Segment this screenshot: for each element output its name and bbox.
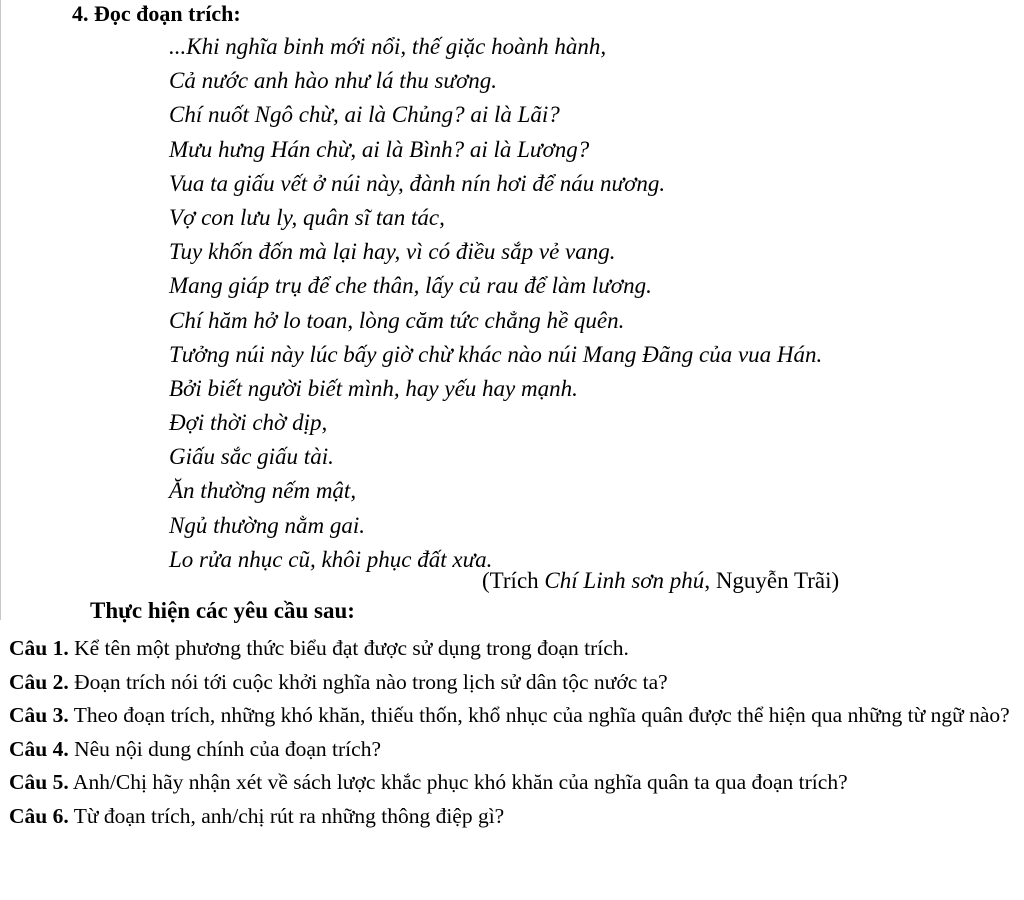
poem-line: Đợi thời chờ dịp, (169, 410, 328, 436)
question-label: Câu 5. (9, 770, 69, 795)
question-text: Anh/Chị hãy nhận xét về sách lược khắc phục khó khăn của nghĩa quân ta qua đoạn trích? (68, 770, 848, 795)
task-heading: Thực hiện các yêu cầu sau: (90, 598, 355, 623)
question-6 (9, 800, 1019, 834)
question-1 (9, 632, 1019, 666)
poem-line: Ăn thường nếm mật, (169, 478, 357, 504)
poem-line: Vợ con lưu ly, quân sĩ tan tác, (169, 204, 445, 230)
poem-line: Tưởng núi này lúc bấy giờ chừ khác nào núi Mang Đãng của vua Hán. (169, 341, 823, 367)
citation-prefix: (Trích (482, 568, 545, 593)
citation-suffix: , Nguyễn Trãi) (704, 568, 840, 593)
question-text: Nêu nội dung chính của đoạn trích? (68, 736, 381, 761)
poem-excerpt (169, 30, 822, 577)
citation (482, 565, 839, 597)
poem-line: Giấu sắc giấu tài. (169, 444, 334, 470)
poem-line: Vua ta giấu vết ở núi này, đành nín hơi để náu nương. (169, 170, 666, 196)
question-label: Câu 1. (9, 636, 69, 660)
question-5 (9, 766, 1019, 800)
question-4 (9, 733, 1019, 767)
section-title: 4. Đọc đoạn trích: (72, 1, 241, 26)
question-2 (9, 666, 1019, 700)
poem-line: Ngủ thường nằm gai. (169, 512, 366, 538)
poem-line: Chí hăm hở lo toan, lòng căm tức chẳng hề quên. (169, 307, 625, 333)
poem-line: Cả nước anh hào như lá thu sương. (169, 68, 497, 94)
question-label: Câu 6. (9, 803, 69, 828)
poem-line: Lo rửa nhục cũ, khôi phục đất xưa. (169, 546, 493, 572)
poem-line: Tuy khốn đốn mà lại hay, vì có điều sắp vẻ vang. (169, 239, 616, 265)
poem-line: Chí nuốt Ngô chừ, ai là Chủng? ai là Lãi? (169, 102, 560, 128)
question-text: Từ đoạn trích, anh/chị rút ra những thông điệp gì? (68, 803, 505, 828)
question-3 (9, 699, 1019, 733)
question-label: Câu 4. (9, 736, 69, 761)
question-text: Theo đoạn trích, những khó khăn, thiếu thốn, khổ nhục của nghĩa quân được thể hiện qua những từ ngữ nào? (68, 703, 1010, 728)
citation-work-title: Chí Linh sơn phú (544, 568, 705, 593)
poem-line: ...Khi nghĩa binh mới nổi, thế giặc hoành hành, (169, 34, 607, 59)
poem-line: Mang giáp trụ để che thân, lấy củ rau để làm lương. (169, 273, 652, 299)
question-label: Câu 2. (9, 669, 69, 694)
poem-line: Bởi biết người biết mình, hay yếu hay mạnh. (169, 375, 578, 401)
page-border (0, 0, 1, 620)
question-text: Kể tên một phương thức biểu đạt được sử dụng trong đoạn trích. (68, 636, 629, 660)
question-list (9, 632, 1019, 834)
poem-line: Mưu hưng Hán chừ, ai là Bình? ai là Lương? (169, 136, 590, 162)
question-label: Câu 3. (9, 703, 69, 728)
question-text: Đoạn trích nói tới cuộc khởi nghĩa nào trong lịch sử dân tộc nước ta? (68, 669, 668, 694)
